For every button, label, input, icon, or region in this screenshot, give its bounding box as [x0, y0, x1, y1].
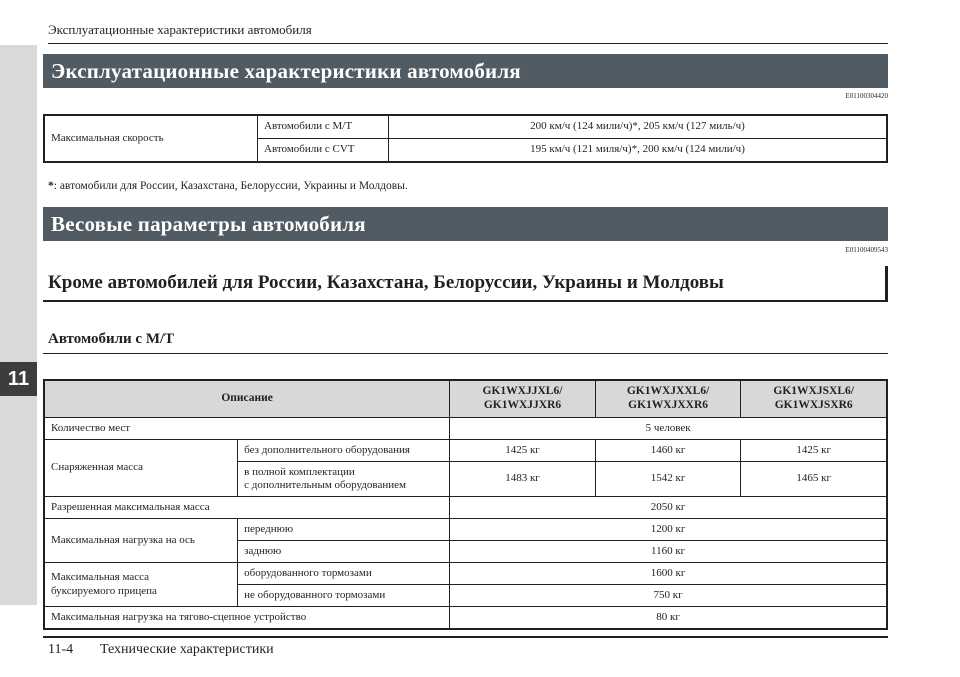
curb-no-options-v3: 1425 кг [741, 440, 887, 462]
axle-rear-label: заднюю [238, 541, 450, 563]
hitch-load-label: Максимальная нагрузка на тягово-сцепное устройство [44, 607, 450, 630]
curb-full-options-v3: 1465 кг [741, 462, 887, 497]
running-header: Эксплуатационные характеристики автомобиля [48, 22, 312, 37]
curb-no-options-v1: 1425 кг [450, 440, 596, 462]
max-speed-label: Максимальная скорость [44, 115, 258, 162]
footer-divider [43, 636, 888, 638]
page-number: 11-4 [48, 642, 74, 657]
table-row [44, 497, 887, 519]
speed-value-mt: 200 км/ч (124 мили/ч)*, 205 км/ч (127 миль/ч) [389, 115, 888, 139]
trailer-braked-label: оборудованного тормозами [238, 563, 450, 585]
footer-chapter-title: Технические характеристики [100, 642, 274, 657]
chapter-tab: 11 [0, 362, 37, 396]
seats-value: 5 человек [450, 418, 887, 440]
curb-full-options-v2: 1542 кг [595, 462, 741, 497]
axle-front-value: 1200 кг [450, 519, 887, 541]
table-row [44, 418, 887, 440]
chapter-sidebar [0, 45, 37, 605]
header-model-2: GK1WXJXXL6/ GK1WXJXXR6 [595, 380, 741, 418]
footnote-text: : автомобили для России, Казахстана, Белоруссии, Украины и Молдовы. [53, 180, 408, 192]
curb-full-options-v1: 1483 кг [450, 462, 596, 497]
table-row [44, 115, 887, 139]
curb-weight-label: Снаряженная масса [44, 440, 238, 497]
mt-subtitle: Автомобили с M/T [48, 331, 175, 347]
curb-no-options-v2: 1460 кг [595, 440, 741, 462]
table-row [44, 607, 887, 630]
performance-code: E01100304420 [845, 92, 888, 100]
speed-type-cvt: Автомобили с CVT [258, 139, 389, 163]
weights-code: E01100409543 [845, 246, 888, 254]
table-row [44, 563, 887, 585]
footnote [48, 180, 408, 192]
trailer-unbraked-value: 750 кг [450, 585, 887, 607]
region-title-bar [885, 266, 888, 302]
trailer-mass-label: Максимальная масса буксируемого прицепа [44, 563, 238, 607]
axle-rear-value: 1160 кг [450, 541, 887, 563]
mt-subtitle-rule [43, 353, 888, 354]
header-divider [48, 43, 888, 44]
table-row [44, 440, 887, 462]
axle-load-label: Максимальная нагрузка на ось [44, 519, 238, 563]
performance-banner: Эксплуатационные характеристики автомобиля [43, 54, 888, 88]
curb-full-options-label: в полной комплектации с дополнительным оборудованием [238, 462, 450, 497]
table-header-row [44, 380, 887, 418]
header-description: Описание [44, 380, 450, 418]
weights-banner: Весовые параметры автомобиля [43, 207, 888, 241]
region-title-rule [43, 300, 888, 302]
gvw-value: 2050 кг [450, 497, 887, 519]
curb-no-options-label: без дополнительного оборудования [238, 440, 450, 462]
region-title: Кроме автомобилей для России, Казахстана, Белоруссии, Украины и Молдовы [48, 272, 724, 293]
gvw-label: Разрешенная максимальная масса [44, 497, 450, 519]
hitch-load-value: 80 кг [450, 607, 887, 630]
header-model-3: GK1WXJSXL6/ GK1WXJSXR6 [741, 380, 887, 418]
trailer-braked-value: 1600 кг [450, 563, 887, 585]
speed-type-mt: Автомобили с M/T [258, 115, 389, 139]
header-model-1: GK1WXJJXL6/ GK1WXJJXR6 [450, 380, 596, 418]
footnote-star: * [48, 180, 54, 192]
trailer-unbraked-label: не оборудованного тормозами [238, 585, 450, 607]
seats-label: Количество мест [44, 418, 450, 440]
speed-value-cvt: 195 км/ч (121 миля/ч)*, 200 км/ч (124 мили/ч) [389, 139, 888, 163]
table-row [44, 519, 887, 541]
performance-table [43, 114, 888, 163]
weights-table [43, 379, 888, 630]
axle-front-label: переднюю [238, 519, 450, 541]
